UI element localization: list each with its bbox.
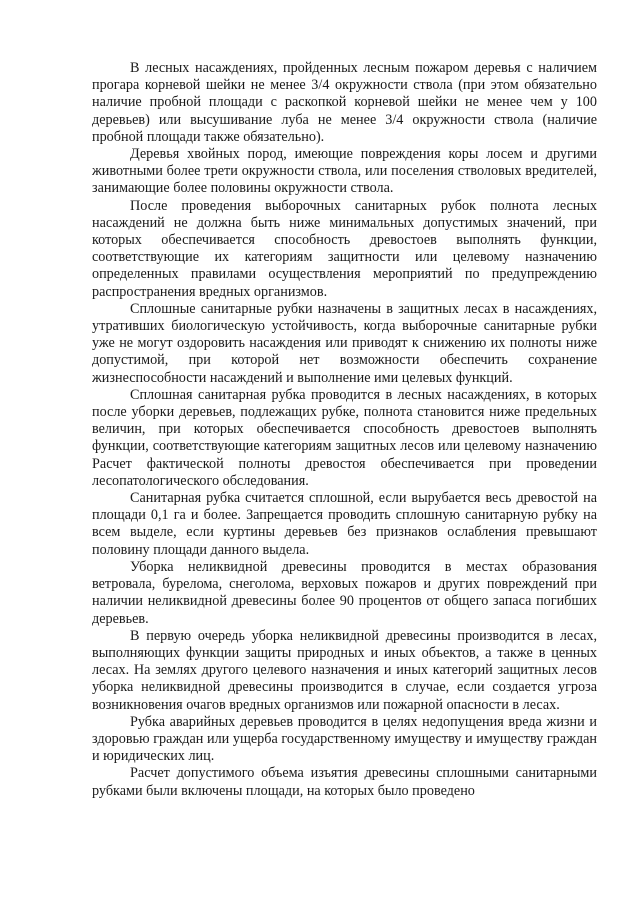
paragraph-5: Сплошная санитарная рубка проводится в лесных насаждениях, в которых после уборки деревьев, подлежащих рубке, полнота становится ниже предельных величин, при которых обеспечивается способность древостоев выполнять функции, соответствующие категориям защитных лесов или целевому назначению Расчет фактической полноты древостоя обеспечивается при проведении лесопатологического обследования.: [92, 386, 597, 489]
paragraph-3: После проведения выборочных санитарных рубок полнота лесных насаждений не должна быть ниже минимальных допустимых значений, при которых обеспечивается способность древостоев выполнять функции, соответствующие их категориям защитности или целевому назначению определенных правилами осуществления мероприятий по предупреждению распространения вредных организмов.: [92, 197, 597, 300]
paragraph-10: Расчет допустимого объема изъятия древесины сплошными санитарными рубками были включены площади, на которых было проведено: [92, 765, 597, 799]
paragraph-4: Сплошные санитарные рубки назначены в защитных лесах в насаждениях, утративших биологическую устойчивость, когда выборочные санитарные рубки уже не могут оздоровить насаждения или приводят к снижению их полноты ниже допустимой, при которой нет возможности обеспечить сохранение жизнеспособности насаждений и выполнение ими целевых функций.: [92, 300, 597, 386]
document-body: [92, 60, 597, 800]
paragraph-9: Рубка аварийных деревьев проводится в целях недопущения вреда жизни и здоровью граждан или ущерба государственному имуществу и имуществу граждан и юридических лиц.: [92, 713, 597, 765]
paragraph-6: Санитарная рубка считается сплошной, если вырубается весь древостой на площади 0,1 га и более. Запрещается проводить сплошную санитарную рубку на всем выделе, если куртины деревьев без признаков ослабления превышают половину площади данного выдела.: [92, 490, 597, 558]
paragraph-2: Деревья хвойных пород, имеющие повреждения коры лосем и другими животными более трети окружности ствола, или поселения стволовых вредителей, занимающие более половины окружности ствола.: [92, 146, 597, 197]
paragraph-1: В лесных насаждениях, пройденных лесным пожаром деревья с наличием прогара корневой шейки не менее 3/4 окружности ствола (при этом обязательно наличие пробной площади с раскопкой корневой шейки не менее чем у 100 деревьев) или высушивание луба не менее 3/4 окружности ствола (наличие пробной площади также обязательно).: [92, 60, 597, 145]
paragraph-7: Уборка неликвидной древесины проводится в местах образования ветровала, бурелома, снеголома, верховых пожаров и других повреждений при наличии неликвидной древесины более 90 процентов от общего запаса погибших деревьев.: [92, 558, 597, 627]
paragraph-8: В первую очередь уборка неликвидной древесины производится в лесах, выполняющих функции защиты природных и иных объектов, а также в ценных лесах. На землях другого целевого назначения и иных категорий защитных лесов уборка неликвидной древесины производится в случае, если создается угроза возникновения очагов вредных организмов или пожарной опасности в лесах.: [92, 627, 597, 713]
